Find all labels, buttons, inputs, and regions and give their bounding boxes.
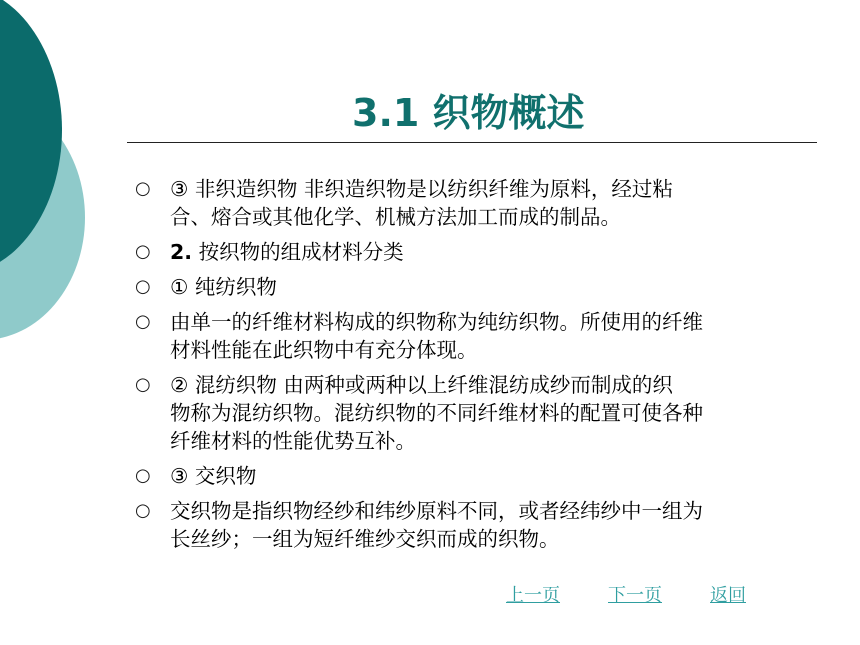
item-line: ③ 非织造织物 非织造织物是以纺织纤维为原料，经过粘 — [170, 177, 673, 201]
item-text: 按织物的组成材料分类 — [192, 240, 404, 264]
list-item — [135, 497, 815, 553]
item-line: ② 混纺织物 由两种或两种以上纤维混纺成纱而制成的织 — [170, 373, 673, 397]
bullet-list — [135, 175, 815, 560]
list-item — [135, 371, 815, 455]
list-item — [135, 273, 815, 301]
item-line: ③ 交织物 — [170, 464, 257, 488]
item-line — [170, 238, 815, 266]
item-line: 长丝纱；一组为短纤维纱交织而成的织物。 — [170, 527, 560, 551]
item-number: 2. — [170, 240, 193, 264]
bullet-circle-icon: ○ — [135, 500, 151, 521]
bullet-circle-icon: ○ — [135, 311, 151, 332]
list-item — [135, 238, 815, 266]
list-item — [135, 462, 815, 490]
item-line: 材料性能在此织物中有充分体现。 — [170, 338, 478, 362]
bullet-circle-icon: ○ — [135, 374, 151, 395]
item-line: 由单一的纤维材料构成的织物称为纯纺织物。所使用的纤维 — [170, 310, 703, 334]
prev-page-link[interactable]: 上一页 — [506, 585, 560, 606]
item-line: 合、熔合或其他化学、机械方法加工而成的制品。 — [170, 205, 621, 229]
item-line: ① 纯纺织物 — [170, 275, 277, 299]
item-line: 物称为混纺织物。混纺织物的不同纤维材料的配置可使各种 — [170, 401, 703, 425]
item-line: 纤维材料的性能优势互补。 — [170, 429, 416, 453]
bullet-circle-icon: ○ — [135, 465, 151, 486]
list-item — [135, 175, 815, 231]
back-link[interactable]: 返回 — [710, 585, 746, 606]
slide-title: 3.1 织物概述 — [352, 91, 585, 135]
bullet-circle-icon: ○ — [135, 241, 151, 262]
bullet-circle-icon: ○ — [135, 178, 151, 199]
title-divider — [127, 142, 817, 143]
list-item — [135, 308, 815, 364]
bullet-circle-icon: ○ — [135, 276, 151, 297]
next-page-link[interactable]: 下一页 — [608, 585, 662, 606]
item-line: 交织物是指织物经纱和纬纱原料不同，或者经纬纱中一组为 — [170, 499, 703, 523]
